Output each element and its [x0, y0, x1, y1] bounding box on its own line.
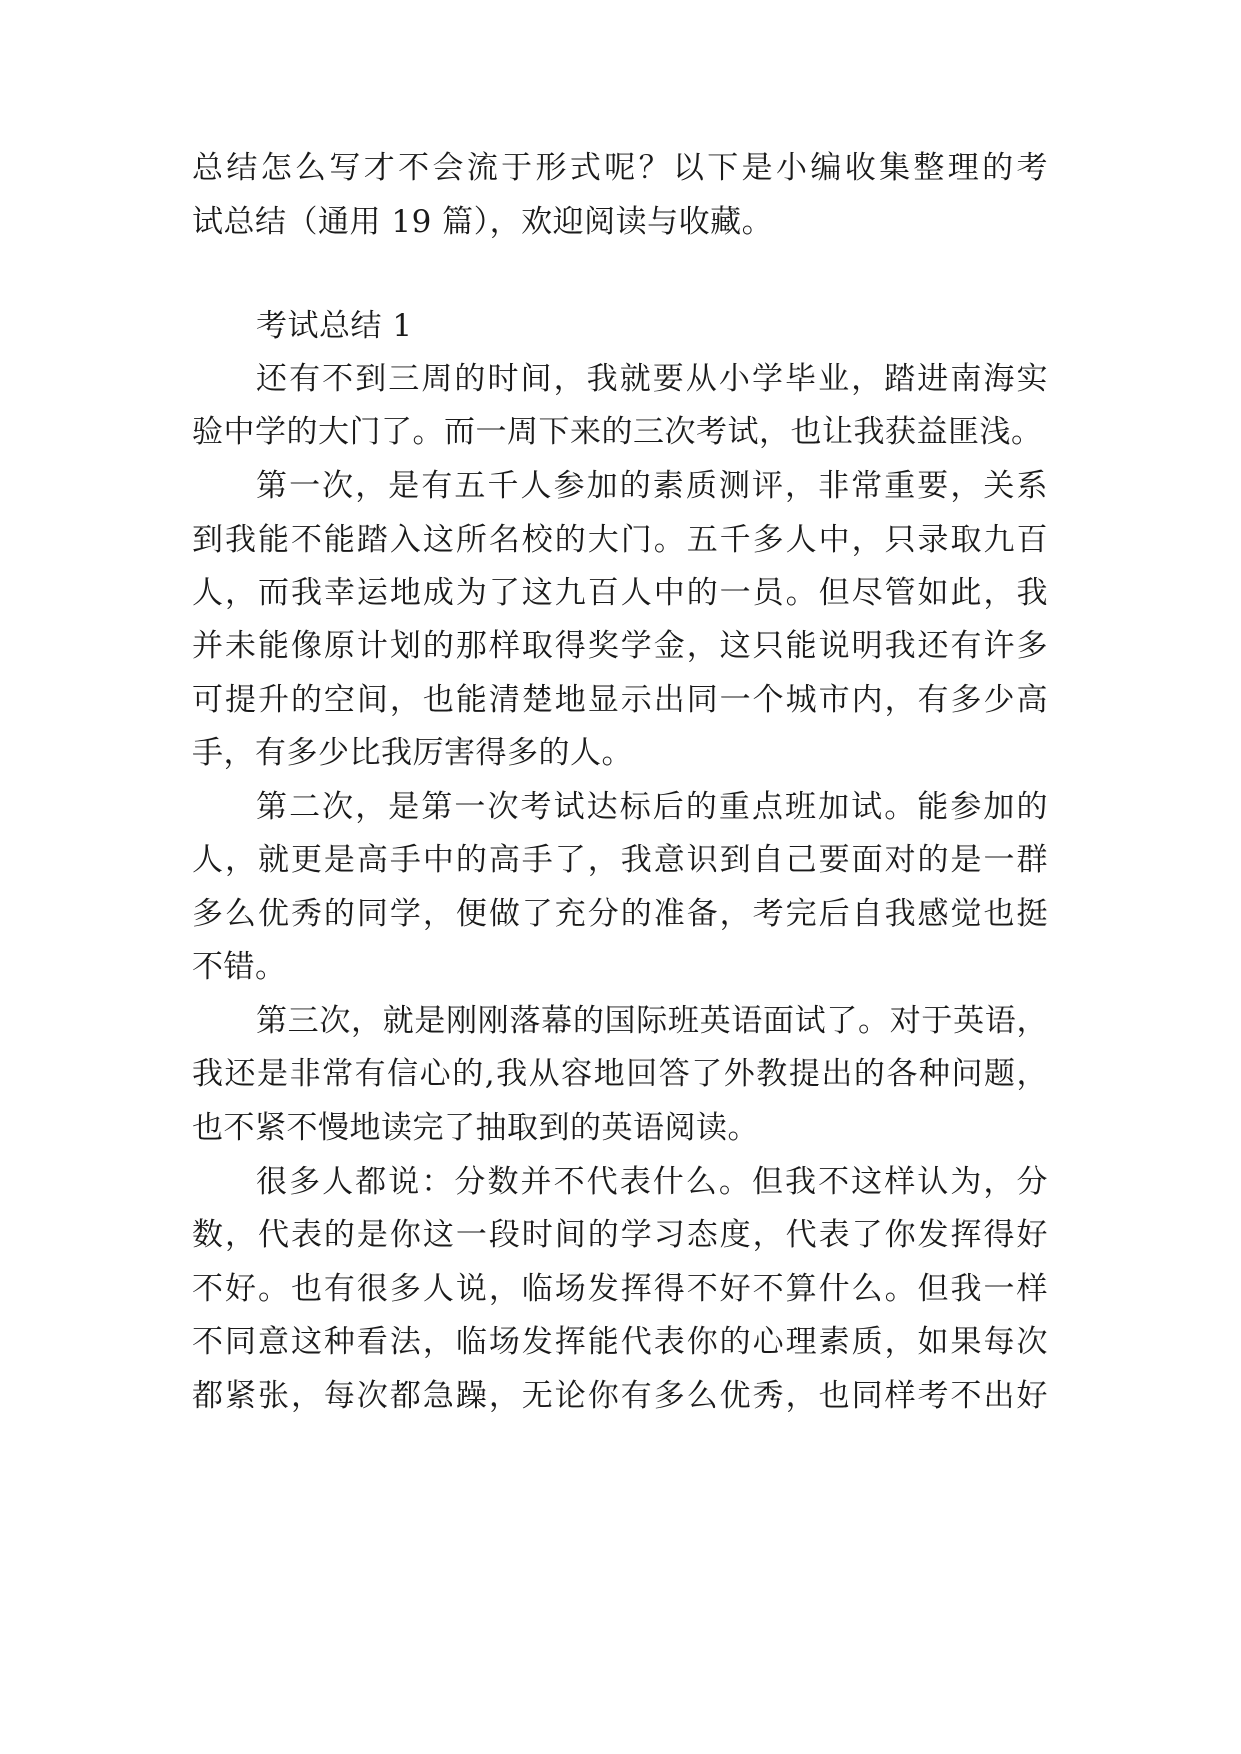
paragraph-2-line-4: 并未能像原计划的那样取得奖学金，这只能说明我还有许多	[192, 628, 1048, 664]
paragraph-4-line-2: 我还是非常有信心的,我从容地回答了外教提出的各种问题，	[192, 1056, 1048, 1092]
paragraph-3-line-3: 多么优秀的同学，便做了充分的准备，考完后自我感觉也挺	[192, 896, 1048, 932]
paragraph-1-line-2: 验中学的大门了。而一周下来的三次考试，也让我获益匪浅。	[192, 414, 1043, 450]
paragraph-3-line-1: 第二次，是第一次考试达标后的重点班加试。能参加的	[256, 789, 1048, 825]
paragraph-5-line-4: 不同意这种看法，临场发挥能代表你的心理素质，如果每次	[192, 1324, 1048, 1360]
paragraph-5-line-3: 不好。也有很多人说，临场发挥得不好不算什么。但我一样	[192, 1271, 1048, 1307]
paragraph-3-line-2: 人，就更是高手中的高手了，我意识到自己要面对的是一群	[192, 842, 1048, 878]
paragraph-2-line-3: 人，而我幸运地成为了这九百人中的一员。但尽管如此，我	[192, 575, 1048, 611]
paragraph-5-line-2: 数，代表的是你这一段时间的学习态度，代表了你发挥得好	[192, 1217, 1048, 1253]
intro-line-1: 总结怎么写才不会流于形式呢？以下是小编收集整理的考	[192, 150, 1048, 186]
paragraph-2-line-6: 手，有多少比我厉害得多的人。	[192, 735, 633, 771]
intro-line-2: 试总结（通用 19 篇），欢迎阅读与收藏。	[192, 204, 774, 240]
paragraph-1-line-1: 还有不到三周的时间，我就要从小学毕业，踏进南海实	[256, 361, 1048, 397]
paragraph-4-line-1: 第三次，就是刚刚落幕的国际班英语面试了。对于英语，	[256, 1003, 1048, 1039]
paragraph-5-line-1: 很多人都说：分数并不代表什么。但我不这样认为，分	[256, 1164, 1048, 1200]
paragraph-2-line-1: 第一次，是有五千人参加的素质测评，非常重要，关系	[256, 468, 1048, 504]
paragraph-3-line-4: 不错。	[192, 949, 287, 985]
paragraph-2-line-5: 可提升的空间，也能清楚地显示出同一个城市内，有多少高	[192, 682, 1048, 718]
paragraph-5-line-5: 都紧张，每次都急躁，无论你有多么优秀，也同样考不出好	[192, 1378, 1048, 1414]
paragraph-2-line-2: 到我能不能踏入这所名校的大门。五千多人中，只录取九百	[192, 522, 1048, 558]
section-title: 考试总结 1	[256, 308, 413, 344]
paragraph-4-line-3: 也不紧不慢地读完了抽取到的英语阅读。	[192, 1110, 759, 1146]
